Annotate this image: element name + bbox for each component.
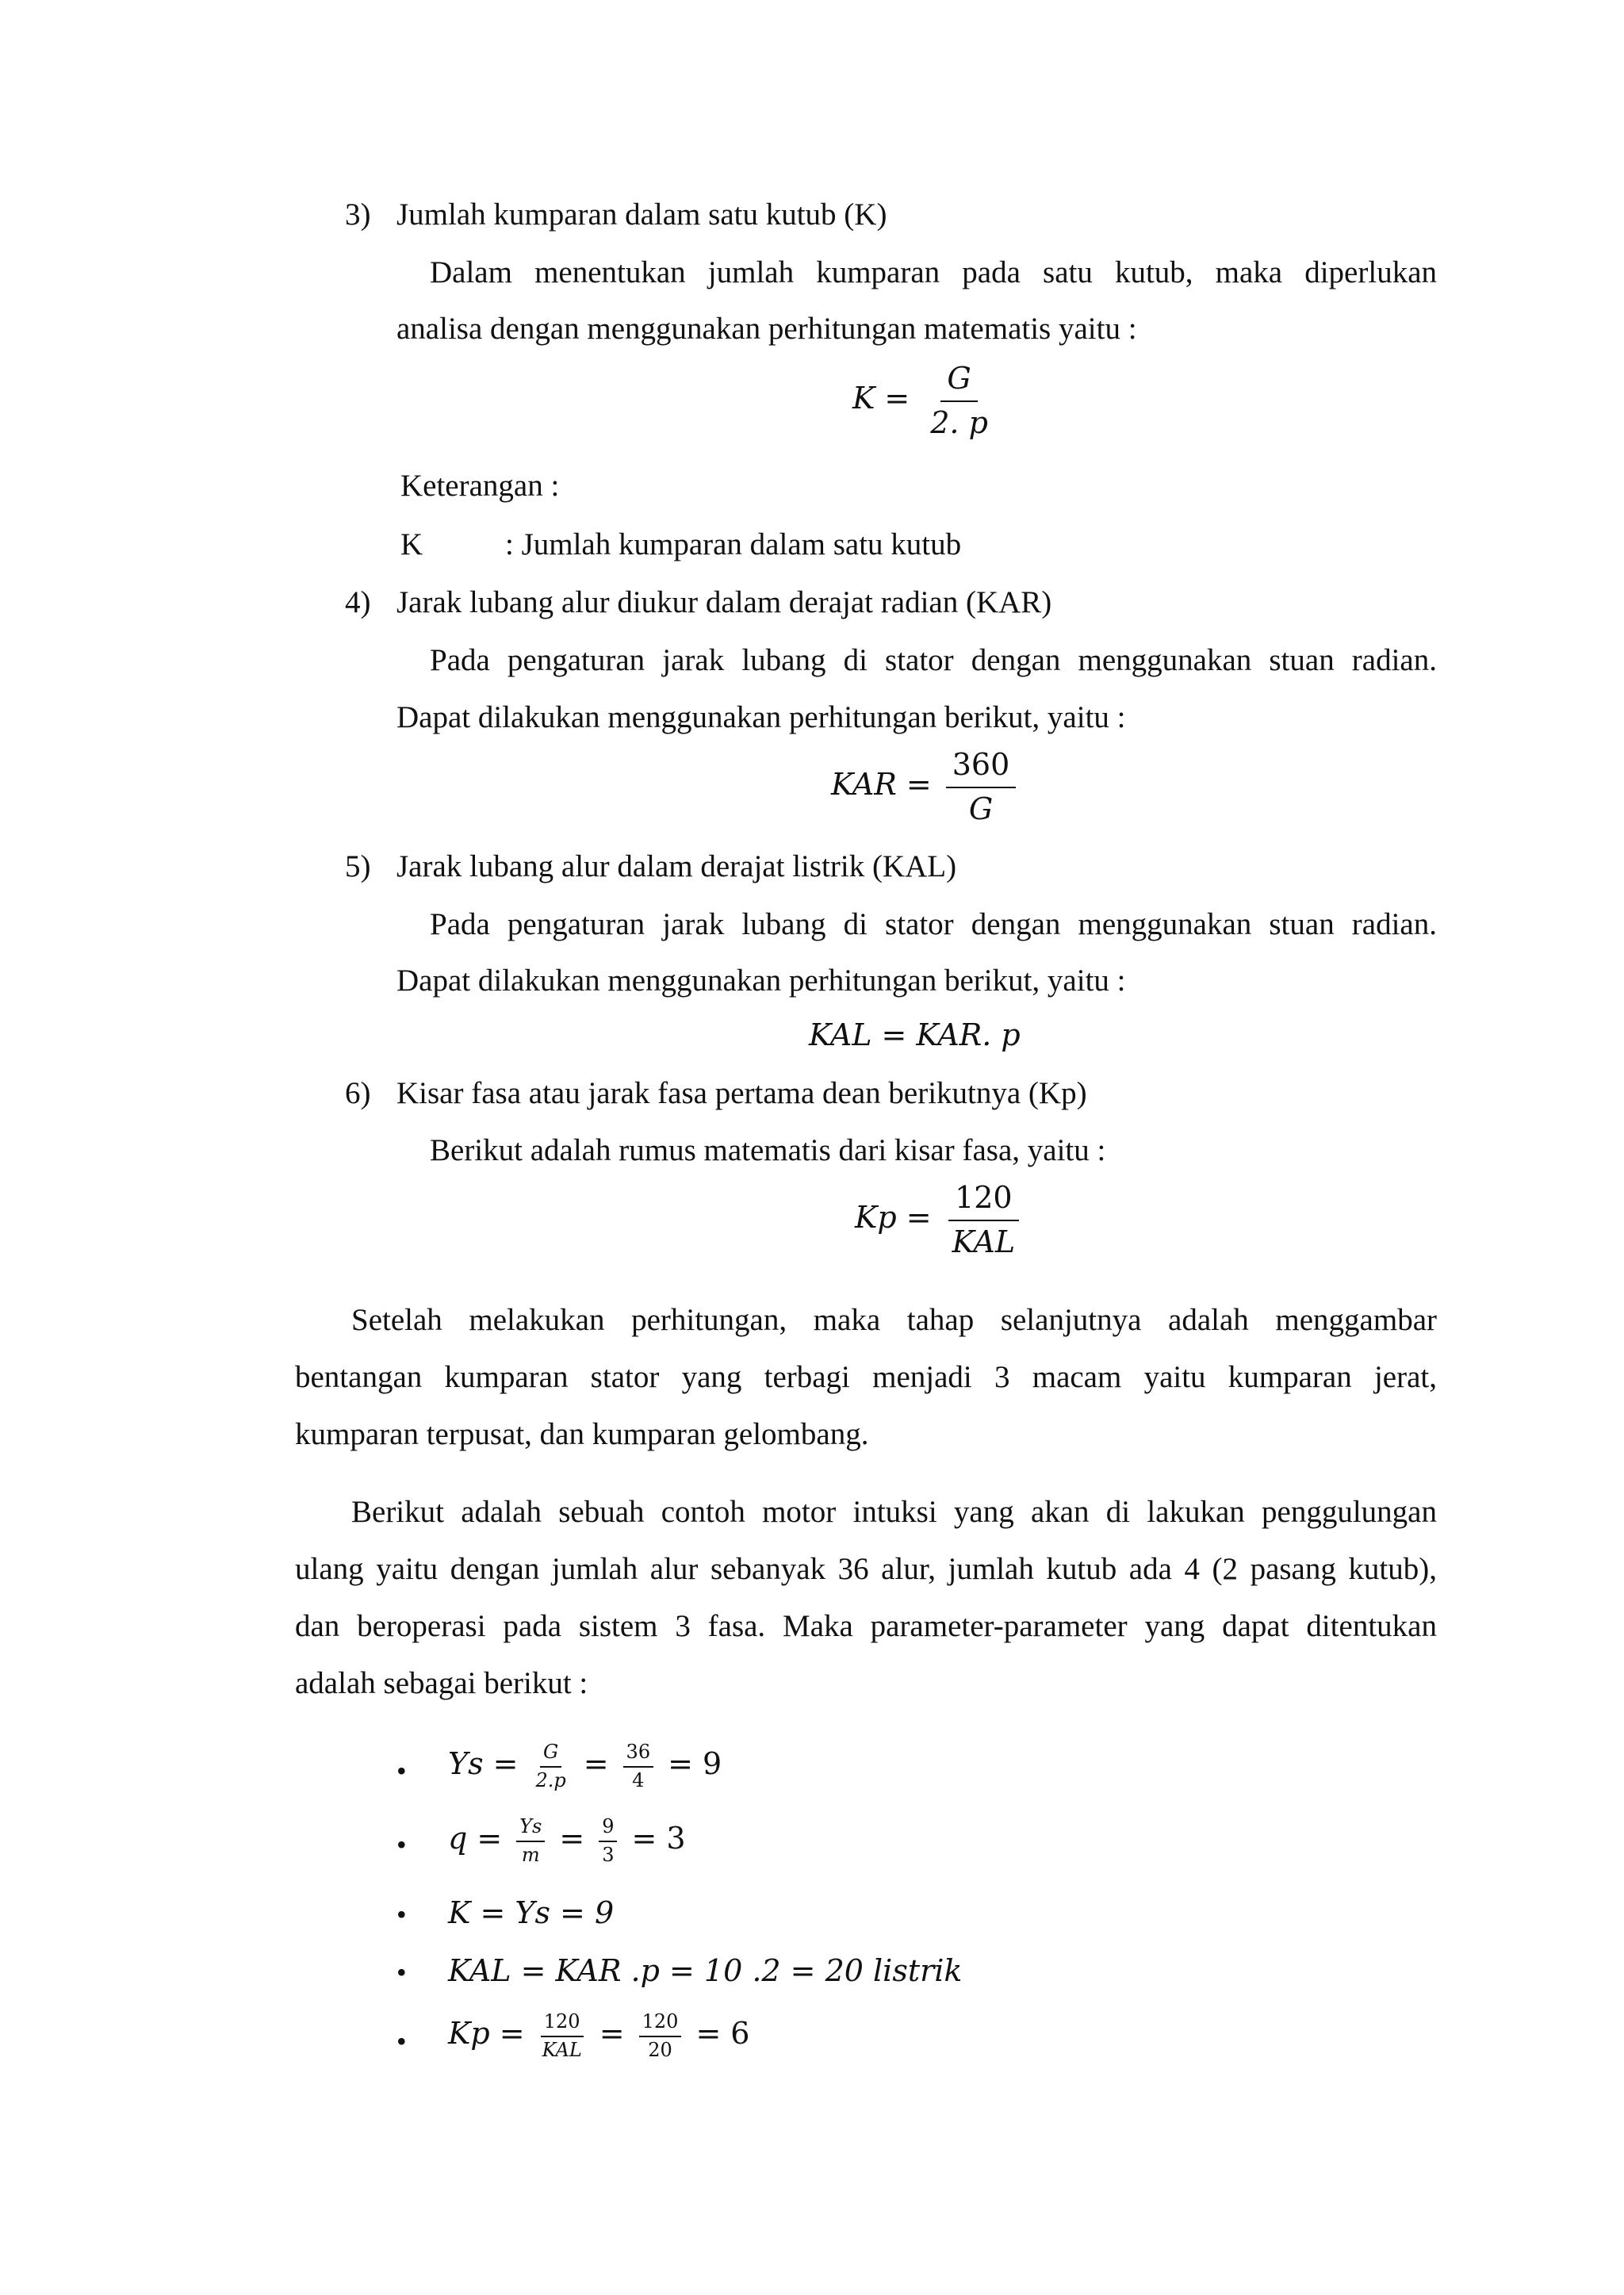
denominator: 20 [648, 2038, 672, 2061]
fraction [924, 361, 994, 441]
keterangan-label: Keterangan : [400, 469, 560, 503]
denominator: KAL [542, 2038, 582, 2061]
denominator: 2. p [930, 404, 988, 440]
fraction [639, 2011, 682, 2061]
fraction [946, 1180, 1022, 1260]
equals-sign: = [599, 2016, 625, 2052]
bullet-icon: • [396, 1956, 407, 1988]
item-number: 4) [345, 585, 371, 619]
equals-sign: = [583, 1746, 609, 1782]
denominator: 4 [632, 1768, 645, 1791]
body-line: Pada pengaturan jarak lubang di stator dengan menggunakan stuan radian. [430, 907, 1437, 941]
bullet-icon: • [396, 2025, 407, 2057]
fraction [539, 2011, 585, 2061]
formula-lhs: KAR [831, 767, 897, 803]
numerator: 9 [599, 1816, 617, 1842]
denominator: KAL [952, 1224, 1016, 1259]
bullet-icon: • [396, 1829, 407, 1860]
body-line: Dalam menentukan jumlah kumparan pada satu kutub, maka diperlukan [430, 255, 1437, 289]
equals-sign: = [492, 1746, 519, 1782]
fraction [623, 1741, 654, 1791]
numerator: 120 [541, 2011, 584, 2037]
equals-sign: = [906, 767, 932, 803]
fraction [946, 747, 1017, 827]
denominator: m [521, 1843, 540, 1866]
formula-lhs: Kp [855, 1200, 897, 1236]
formula-kal [809, 1017, 1021, 1052]
body-line: Dapat dilakukan menggunakan perhitungan berikut, yaitu : [396, 964, 1126, 998]
item-number: 3) [345, 197, 371, 232]
item-title: Jarak lubang alur diukur dalam derajat radian (KAR) [396, 585, 1052, 619]
equals-sign: = [906, 1200, 932, 1236]
equals-sign: = [884, 381, 910, 416]
item-title: Kisar fasa atau jarak fasa pertama dean berikutnya (Kp) [396, 1076, 1087, 1110]
numerator: 360 [946, 747, 1017, 788]
numerator: 120 [948, 1180, 1019, 1221]
formula-lhs: Kp [448, 2016, 490, 2052]
bullet-kp [448, 2011, 749, 2061]
fraction [599, 1816, 617, 1866]
formula-k [852, 361, 999, 441]
numerator: G [940, 361, 977, 402]
paragraph-line: ulang yaitu dengan jumlah alur sebanyak 36 alur, jumlah kutub ada 4 (2 pasang kutub), [295, 1552, 1437, 1586]
paragraph-line: bentangan kumparan stator yang terbagi menjadi 3 macam yaitu kumparan jerat, [295, 1360, 1437, 1394]
numerator: 36 [623, 1741, 654, 1768]
equals-sign: = [695, 2016, 722, 2052]
body-line: analisa dengan menggunakan perhitungan matematis yaitu : [396, 312, 1137, 346]
result: 9 [702, 1746, 722, 1782]
equals-sign: = [668, 1746, 693, 1782]
result: 6 [730, 2016, 750, 2052]
fraction [532, 1741, 569, 1791]
equals-sign: = [499, 2016, 525, 2052]
keterangan-symbol: K [400, 527, 423, 561]
bullet-q [448, 1816, 686, 1866]
bullet-k: K = Ys = 9 [448, 1895, 615, 1930]
paragraph-line: Berikut adalah sebuah contoh motor intuksi yang akan di lakukan penggulungan [351, 1495, 1437, 1529]
formula-lhs: KAL [809, 1017, 872, 1052]
result: 3 [666, 1821, 686, 1856]
paragraph-line: dan beroperasi pada sistem 3 fasa. Maka parameter-parameter yang dapat ditentukan [295, 1609, 1437, 1643]
paragraph-line: kumparan terpusat, dan kumparan gelombang. [295, 1417, 869, 1451]
paragraph-line: Setelah melakukan perhitungan, maka tahap selanjutnya adalah menggambar [351, 1303, 1437, 1337]
item-number: 6) [345, 1076, 371, 1110]
bullet-kal: KAL = KAR .p = 10 .2 = 20 listrik [448, 1953, 963, 1988]
formula-lhs: q [448, 1821, 468, 1856]
equals-sign: = [881, 1017, 907, 1052]
denominator: 3 [602, 1843, 615, 1866]
bullet-icon: • [396, 1898, 407, 1930]
equals-sign: = [477, 1821, 503, 1856]
equals-sign: = [631, 1821, 657, 1856]
item-title: Jumlah kumparan dalam satu kutub (K) [396, 197, 887, 232]
numerator: Ys [516, 1816, 545, 1842]
numerator: G [540, 1741, 561, 1768]
denominator: G [968, 791, 994, 826]
body-line: Berikut adalah rumus matematis dari kisar fasa, yaitu : [430, 1133, 1106, 1167]
formula-rhs: KAR. p [916, 1017, 1021, 1052]
keterangan-desc: : Jumlah kumparan dalam satu kutub [505, 527, 962, 561]
equals-sign: = [559, 1821, 585, 1856]
denominator: 2.p [535, 1768, 566, 1791]
bullet-icon: • [396, 1755, 407, 1787]
item-title: Jarak lubang alur dalam derajat listrik (KAL) [396, 849, 957, 883]
formula-lhs: Ys [448, 1746, 484, 1782]
formula-kar [831, 747, 1021, 827]
item-number: 5) [345, 849, 371, 883]
paragraph-line: adalah sebagai berikut : [295, 1666, 588, 1700]
body-line: Pada pengaturan jarak lubang di stator dengan menggunakan stuan radian. [430, 643, 1437, 677]
body-line: Dapat dilakukan menggunakan perhitungan berikut, yaitu : [396, 700, 1126, 734]
fraction [516, 1816, 545, 1866]
formula-lhs: K [852, 381, 875, 416]
numerator: 120 [639, 2011, 682, 2037]
bullet-ys [448, 1741, 722, 1791]
formula-kp [855, 1180, 1026, 1260]
